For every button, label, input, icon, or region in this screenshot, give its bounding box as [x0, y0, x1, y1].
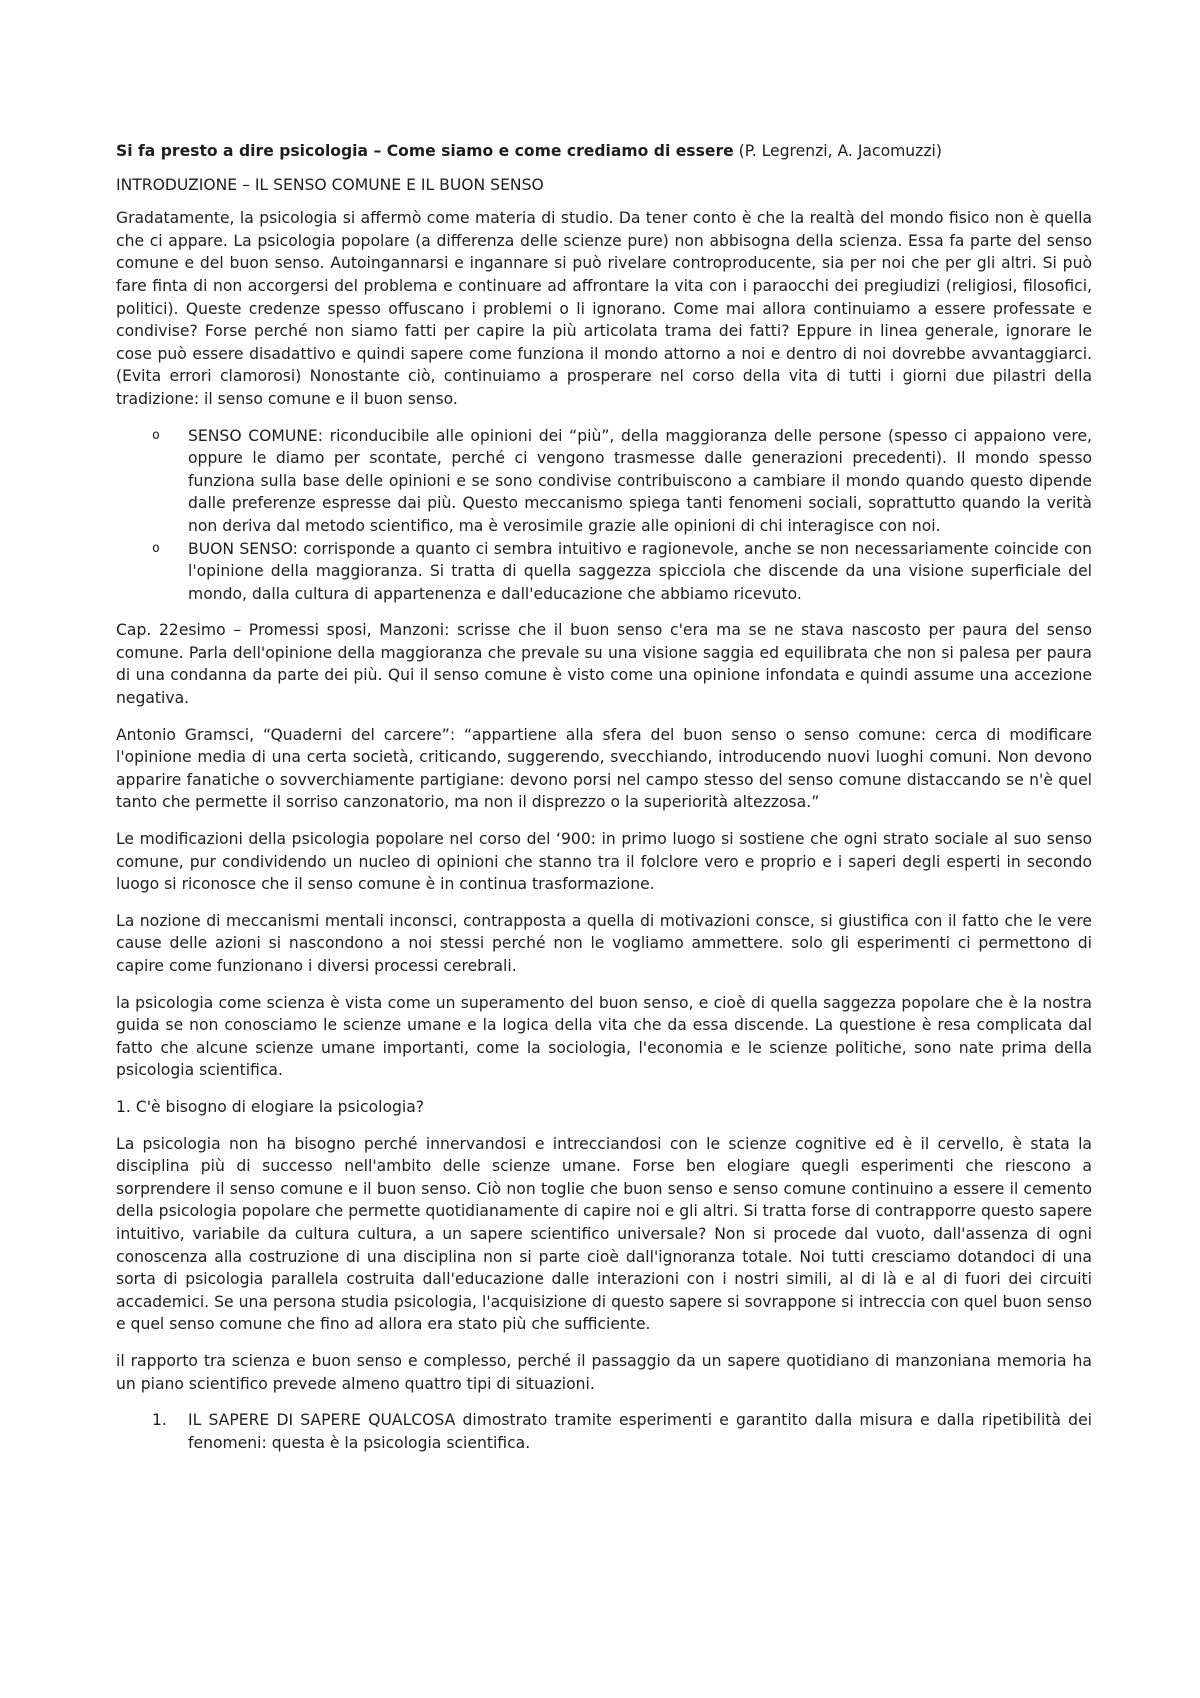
- numbered-item: [152, 1409, 1092, 1454]
- paragraph-8: il rapporto tra scienza e buon senso e complesso, perché il passaggio da un sapere quotidiano di manzoniana memoria ha un piano scientifico prevede almeno quattro tipi di situazioni.: [116, 1351, 1092, 1393]
- paragraph-4: Le modificazioni della psicologia popolare nel corso del ‘900: in primo luogo si sostiene che ogni strato sociale al suo senso comune, pur condividendo un nucleo di opinioni che stanno tra il folclore vero e proprio e i saperi degli esperti in secondo luogo si riconosce che il senso comune è in continua trasformazione.: [116, 830, 1092, 894]
- paragraph-3: Antonio Gramsci, “Quaderni del carcere”: “appartiene alla sfera del buon senso o senso comune: cerca di modificare l'opinione media di una certa società, criticando, suggerendo, svecchiando, introducendo nuovi luoghi comuni. Non devono apparire fanatiche o sovverchiamente partigiane: devono porsi nel campo stesso del senso comune distaccando se n'è quel tanto che permette il sorriso canzonatorio, ma non il disprezzo o la superiorità altezzosa.”: [116, 725, 1092, 812]
- document-page: [116, 140, 1092, 1454]
- bullet-item-senso-comune: [152, 425, 1092, 538]
- item-number: 1.: [152, 1411, 167, 1430]
- bullet-marker: o: [152, 427, 160, 443]
- paragraph-7: La psicologia non ha bisogno perché innervandosi e intrecciandosi con le scienze cognitive ed è il cervello, è stata la disciplina più di successo nell'ambito delle scienze umane. Forse ben elogiare quegli esperimenti che riescono a sorprendere il senso comune e il buon senso. Ciò non toglie che buon senso e senso comune continuino a essere il cemento della psicologia popolare che permette quotidianamente di capire noi e gli altri. Si tratta forse di contrapporre questo sapere intuitivo, variabile da cultura cultura, a un sapere scientifico universale? Non si procede dal vuoto, dall'assenza di ogni conoscenza alla costruzione di una disciplina non si parte cioè dall'ignoranza totale. Noi tutti cresciamo dotandoci di una sorta di psicologia parallela costruita dall'educazione dalle interazioni con i nostri simili, al di là e al di fuori dei circuiti accademici. Se una persona studia psicologia, l'acquisizione di questo sapere si sovrappone si intreccia con quel buon senso e quel senso comune che fino ad allora era stato più che sufficiente.: [116, 1134, 1092, 1334]
- title-authors: (P. Legrenzi, A. Jacomuzzi): [733, 142, 942, 160]
- paragraph-6: la psicologia come scienza è vista come un superamento del buon senso, e cioè di quella saggezza popolare che è la nostra guida se non conosciamo le scienze umane e la logica della vita che da essa discende. La questione è resa complicata dal fatto che alcune scienze umane importanti, come la sociologia, l'economia e le scienze politiche, sono nate prima della psicologia scientifica.: [116, 993, 1092, 1080]
- section-1-heading: 1. C'è bisogno di elogiare la psicologia?: [116, 1097, 425, 1116]
- intro-heading: INTRODUZIONE – IL SENSO COMUNE E IL BUON SENSO: [116, 175, 544, 194]
- paragraph-5: La nozione di meccanismi mentali inconsci, contrapposta a quella di motivazioni consce, si giustifica con il fatto che le vere cause delle azioni si nascondono a noi stessi perché non le vogliamo ammettere. solo gli esperimenti ci permettono di capire come funzionano i diversi processi cerebrali.: [116, 911, 1092, 975]
- title-text: Si fa presto a dire psicologia – Come siamo e come crediamo di essere: [116, 142, 734, 160]
- bullet-item-buon-senso: [152, 538, 1092, 606]
- bullet-marker: o: [152, 540, 160, 556]
- document-title: [116, 140, 1092, 163]
- bullet-text: BUON SENSO: corrisponde a quanto ci sembra intuitivo e ragionevole, anche se non necessariamente coincide con l'opinione della maggioranza. Si tratta di quella saggezza spicciola che discende da una visione superficiale del mondo, dalla cultura di appartenenza e dall'educazione che abbiamo ricevuto.: [188, 539, 1092, 603]
- paragraph-2: Cap. 22esimo – Promessi sposi, Manzoni: scrisse che il buon senso c'era ma se ne stava nascosto per paura del senso comune. Parla dell'opinione della maggioranza che prevale su una visione saggia ed equilibrata che non si palesa per paura di una condanna da parte dei più. Qui il senso comune è visto come una opinione infondata e quindi assume una accezione negativa.: [116, 621, 1092, 708]
- bullet-list: [116, 425, 1092, 606]
- bullet-text: SENSO COMUNE: riconducibile alle opinioni dei “più”, della maggioranza delle persone (spesso ci appaiono vere, oppure le diamo per scontate, perché ci vengono trasmesse dalle generazioni precedenti). Il mondo spesso funziona sulla base delle opinioni e se sono condivise contribuiscono a cambiare il mondo quando questo dipende dalle preferenze espresse dai più. Questo meccanismo spiega tanti fenomeni sociali, soprattutto quando la verità non deriva dal metodo scientifico, ma è verosimile grazie alle opinioni di chi interagisce con noi.: [188, 426, 1092, 535]
- paragraph-1: Gradatamente, la psicologia si affermò come materia di studio. Da tener conto è che la realtà del mondo fisico non è quella che ci appare. La psicologia popolare (a differenza delle scienze pure) non abbisogna della scienza. Essa fa parte del senso comune e del buon senso. Autoingannarsi e ingannare si può rivelare controproducente, sia per noi che per gli altri. Si può fare finta di non accorgersi del problema e continuare ad affrontare la vita con i paraocchi dei pregiudizi (religiosi, filosofici, politici). Queste credenze spesso offuscano i problemi o li ignorano. Come mai allora continuiamo a essere professate e condivise? Forse perché non siamo fatti per capire la più articolata trama dei fatti? Eppure in linea generale, ignorare le cose può essere disadattivo e quindi sapere come funziona il mondo attorno a noi e dentro di noi dovrebbe avvantaggiarci. (Evita errori clamorosi) Nonostante ciò, continuiamo a prosperare nel corso della vita di tutti i giorni due pilastri della tradizione: il senso comune e il buon senso.: [116, 209, 1092, 408]
- item-text: IL SAPERE DI SAPERE QUALCOSA dimostrato tramite esperimenti e garantito dalla misura e dalla ripetibilità dei fenomeni: questa è la psicologia scientifica.: [188, 1411, 1092, 1452]
- numbered-list: [116, 1409, 1092, 1454]
